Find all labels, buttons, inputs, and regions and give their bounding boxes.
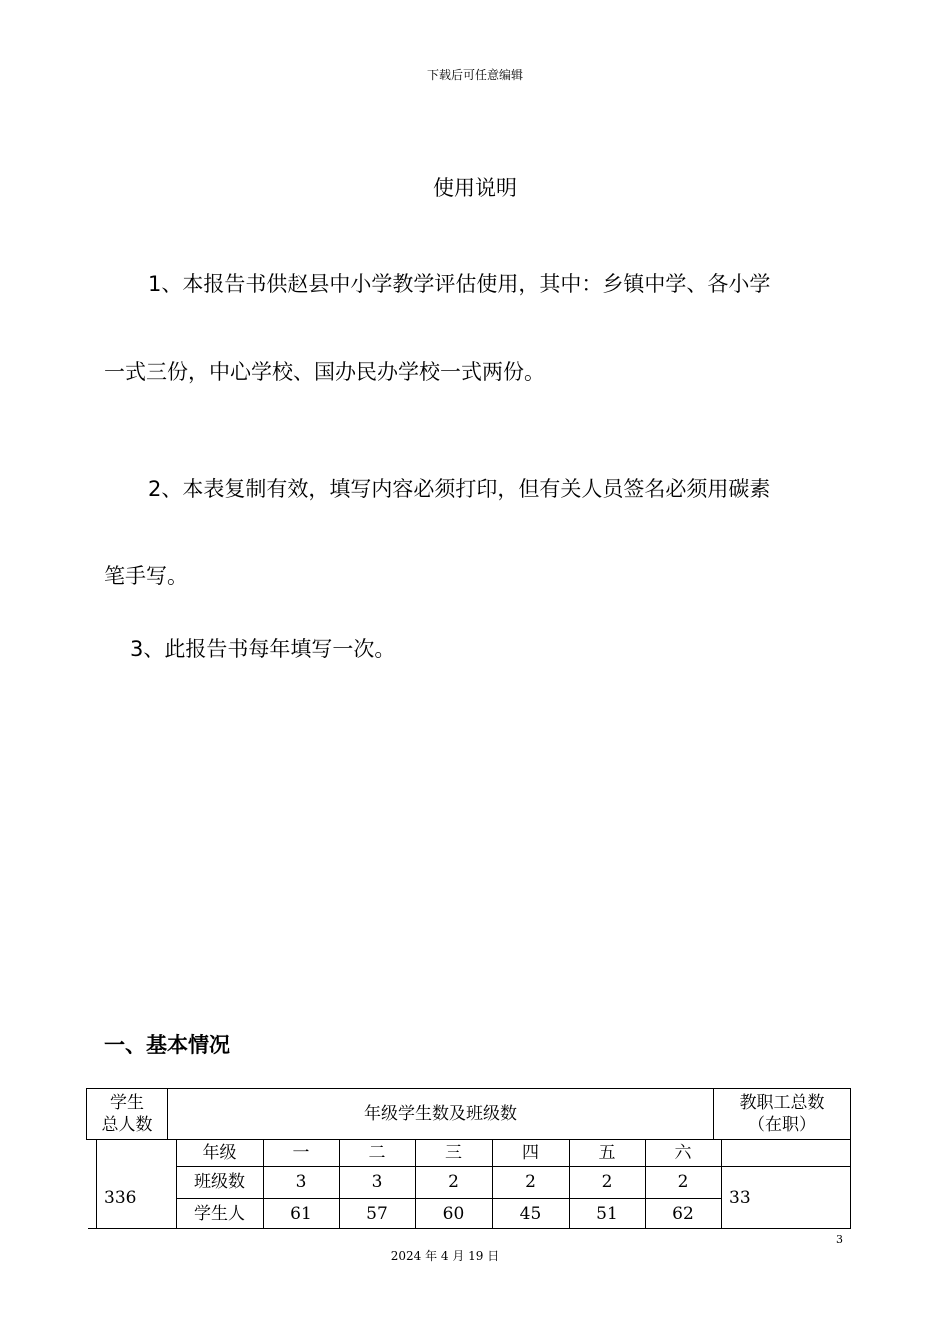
table-line — [263, 1140, 264, 1229]
table-line — [645, 1140, 646, 1229]
table-line — [415, 1140, 416, 1229]
grade-label: 年级 — [202, 1143, 237, 1163]
paragraph-1: 1、本报告书供赵县中小学教学评估使用，其中：乡镇中学、各小学 — [148, 272, 771, 296]
section-title: 一、基本情况 — [104, 1033, 230, 1057]
classes-grade-2: 3 — [371, 1172, 383, 1192]
header-grade-students: 年级学生数及班级数 — [167, 1088, 714, 1140]
students-grade-3: 60 — [442, 1203, 465, 1224]
table-line — [176, 1198, 721, 1199]
grade-2: 二 — [368, 1143, 386, 1163]
page-number: 3 — [836, 1233, 843, 1246]
classes-grade-1: 3 — [295, 1172, 307, 1192]
students-grade-6: 62 — [672, 1203, 694, 1224]
paragraph-2-cont: 笔手写。 — [104, 564, 188, 588]
grade-4: 四 — [522, 1143, 539, 1163]
table-line — [176, 1140, 177, 1229]
students-grade-4: 45 — [519, 1203, 542, 1224]
students-label: 学生人 — [194, 1203, 245, 1224]
table-line — [339, 1140, 340, 1229]
header-staff-total: 教职工总数 （在职） — [713, 1088, 851, 1140]
paragraph-1-cont: 一式三份，中心学校、国办民办学校一式两份。 — [104, 360, 545, 384]
table-line — [176, 1166, 851, 1167]
table-line — [569, 1140, 570, 1229]
classes-grade-4: 2 — [525, 1172, 536, 1192]
students-grade-2: 57 — [366, 1203, 388, 1224]
grade-6: 六 — [674, 1143, 692, 1163]
table-line — [721, 1140, 722, 1229]
table-line — [96, 1140, 97, 1229]
paragraph-3: 3、此报告书每年填写一次。 — [130, 637, 396, 661]
header-total-students: 学生 总人数 — [86, 1088, 168, 1140]
table-line — [850, 1140, 851, 1229]
classes-grade-6: 2 — [677, 1172, 689, 1192]
header-note: 下载后可任意编辑 — [426, 68, 523, 82]
classes-grade-3: 2 — [448, 1172, 459, 1192]
grade-5: 五 — [598, 1143, 616, 1163]
page-title: 使用说明 — [433, 176, 517, 200]
table-line — [88, 1228, 851, 1229]
students-grade-5: 51 — [596, 1203, 618, 1224]
table-line — [492, 1140, 493, 1229]
grade-1: 一 — [292, 1143, 310, 1163]
total-students-value: 336 — [104, 1187, 137, 1208]
footer-date: 2024 年 4 月 19 日 — [390, 1249, 500, 1263]
staff-total-value: 33 — [729, 1187, 751, 1208]
grade-3: 三 — [445, 1143, 462, 1163]
students-grade-1: 61 — [290, 1203, 312, 1224]
paragraph-2: 2、本表复制有效，填写内容必须打印，但有关人员签名必须用碳素 — [148, 477, 771, 501]
classes-label: 班级数 — [194, 1172, 245, 1192]
classes-grade-5: 2 — [601, 1172, 613, 1192]
